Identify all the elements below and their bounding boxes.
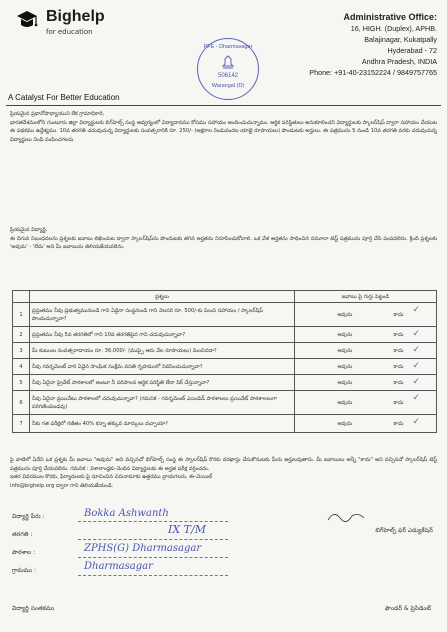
table-row: 5 నీవు ఏదైనా ప్రైవేట్ పాఠశాలలో అంటూ నీ పరిపాలన ఆర్థిక పరిస్థితి లేదా పిక్ చేస్తున్నావా? అవును కాదు ✓	[13, 375, 437, 391]
address-line: Hyderabad - 72	[387, 46, 437, 55]
check-mark-icon: ✓	[412, 361, 420, 371]
bighelp-logo	[14, 8, 40, 34]
closing-paragraph: పై వాటిలో ఏదేని ఒక ప్రశ్నకు మీ జవాబు "అవును" అని వచ్చినచో బిగ్‌హెల్ప్ సంస్థ ఈ స్కాలర్‌షిప్ కొరకు దరఖాస్తు చేసుకొనుటకు మీరు అర్హులవుతారు. మీ జవాబులు అన్నీ "కాదు" అని వచ్చినచో స్కాలర్‌షిప్ టెస్ట్ పత్రమును పూర్తి చేయవలెను. గమనిక : విశాలాంధ్రకు చెందిన విద్యార్థులకు ఈ అర్హత పరీక్ష వర్తించదు. ఇతర వివరముల కొరకు, ఫిర్యాదులకు పై సూచించిన చిరునామాకు ఉత్తరము వ్రాయగలరు, ఈ-మెయిల్ info@bighelp.org ద్వారా గాని తెలియజేయండి.	[10, 457, 437, 490]
name-label: విద్యార్థి పేరు :	[12, 513, 45, 520]
class-label: తరగతి :	[12, 531, 33, 538]
school-label: పాఠశాల :	[12, 549, 36, 556]
check-mark-icon: ✓	[412, 377, 420, 387]
table-row: 7 నీకు గత పరీక్షలో గణితం 40% కన్నా తక్కువ మార్కులు వచ్చాయా? అవును కాదు ✓	[13, 415, 437, 433]
table-row: 4 నీవు గవర్నమెంట్ వారి ఏదైన సాంఘిక సంక్షేమ వసతి గృహములో నివసించుచున్నావా? అవును కాదు ✓	[13, 359, 437, 375]
address-line: 16, HIGH. (Duplex), APHB.	[350, 24, 437, 33]
eligibility-table	[12, 290, 437, 433]
brand-name: Bighelp	[46, 8, 105, 25]
table-row: 3 మీ కుటుంబ సంవత్సరాదాయం రూ. 36,000/- (ముప్పై ఆరు వేల రూపాయలు) మించినదా? అవును కాదు ✓	[13, 343, 437, 359]
student-name[interactable]: Bokka Ashwanth	[84, 508, 169, 519]
student-signature-label: విద్యార్థి సంతకము	[12, 605, 55, 612]
table-header-row	[13, 291, 437, 303]
questions-header: ప్రశ్నలు	[30, 291, 295, 303]
official-stamp: PFE - Dharmasagar 506142 Warangal (D)	[197, 38, 259, 100]
intro-paragraph: ప్రియమైన ప్రధానోపాధ్యాయుని లేక గ్రామాధికారి, భారతదేశములోని గుంటూరు జిల్లా విద్యార్థులకు బిగ్‌హెల్ప్ సంస్థ ఆధ్వర్యంలో విద్యాదానము కోసము సహాయం అందించుచున్నాము. ఆర్థిక పరిస్థితులు అనుకూలించని విద్యార్థులకు స్కాలర్‌షిప్ ద్వారా సహాయం చేయుట ఈ పథకము ఉద్దేశ్యము. 10వ తరగతి చదువుచున్న విద్యార్థులకు సంవత్సరానికి రూ. 250/- (అక్షరాల రెండువందల యాభై రూపాయలు) పొందుటకు అర్హులు. ఈ పత్రమును 5 నుండి 10వ తరగతి వరకు చదువుచున్న విద్యార్థులు నింపి పంపించగలరు.	[10, 111, 437, 144]
header-divider	[6, 105, 441, 106]
office-address	[309, 12, 437, 78]
check-mark-icon: ✓	[412, 417, 420, 427]
founder-signature-label: ఫౌండర్ & ప్రెసిడెంట్	[384, 605, 431, 612]
check-mark-icon: ✓	[412, 345, 420, 355]
table-row: 2 ప్రస్తుతము నీవు 5వ తరగతిలో గాని 10వ తరగతిపైన గాని చదువుచున్నావా? అవును కాదు ✓	[13, 327, 437, 343]
phone-line: Phone: +91-40-23152224 / 9849757765	[309, 68, 437, 77]
village-name[interactable]: Dharmasagar	[84, 561, 153, 572]
check-mark-icon: ✓	[412, 393, 420, 403]
table-row: 1 ప్రస్తుతము నీవు ప్రభుత్వమునుండి గాని ఏదైనా సంస్థనుండి గాని నెలసరి రూ. 500/-కు మించి సహాయం / స్కాలర్‌షిప్ పొందుచున్నావా? అవును కాదు ✓	[13, 303, 437, 327]
check-mark-icon: ✓	[412, 305, 420, 315]
check-mark-icon: ✓	[412, 329, 420, 339]
village-label: గ్రామము :	[12, 567, 37, 574]
org-signature-label: బిగ్‌హెల్ప్ ఫర్ ఎడ్యుకేషన్	[375, 527, 433, 534]
table-row: 6 నీవు ఏదైనా ప్రయివేటు పాఠశాలలో చదువుచున్నావా? (గమనిక - గవర్నమెంట్ ఎయిడెడ్ పాఠశాలలు ప్రయివేట్ పాఠశాలలుగా పరిగణింపబడవు) అవును కాదు ✓	[13, 391, 437, 415]
signature-mark	[326, 508, 366, 524]
office-title: Administrative Office:	[343, 12, 437, 22]
address-line: Andhra Pradesh, INDIA	[361, 57, 437, 66]
tagline: A Catalyst For Better Education	[8, 93, 120, 102]
emblem-icon	[221, 55, 235, 71]
student-paragraph: ప్రియమైన విద్యార్థి, ఈ దిగువ నిబంధనలను ప్రశ్నలకు జవాబు లిఖించుట ద్వారా స్కాలర్‌షిప్‌ను పొందుటకు తగిన అర్హతను నిరూపించుకోవాలి. ఒక వేళ అర్హతను సాధించిన నమూనా టెస్ట్ పత్రమును పూర్తి చేసి పంపవలెను. క్రింది ప్రశ్నలకు 'అవును' - 'లేదు' అని మీ జవాబును తెలియజేయవలెను.	[10, 227, 437, 251]
brand-subtitle: for education	[46, 28, 93, 36]
address-line: Balajinagar, Kukatpally	[364, 35, 437, 44]
school-name[interactable]: ZPHS(G) Dharmasagar	[84, 543, 202, 554]
student-class[interactable]: IX T/M	[168, 523, 206, 536]
answer-header: జవాబు పై గుర్తు పెట్టండి	[295, 291, 437, 303]
